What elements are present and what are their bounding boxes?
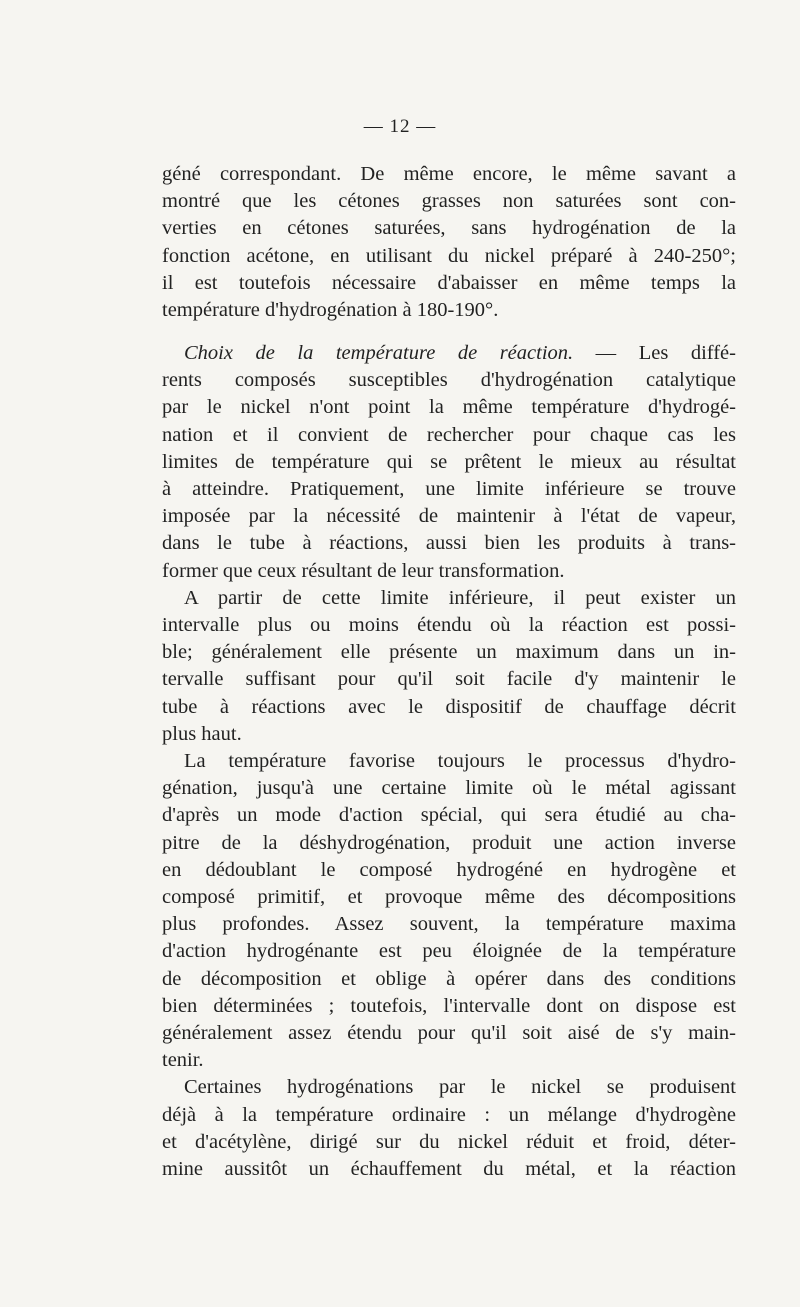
- text-line: pitre de la déshydrogénation, produit une action inverse: [162, 831, 736, 854]
- section-heading: Choix de la température de réaction.: [184, 342, 574, 364]
- text-line: d'après un mode d'action spécial, qui sera étudié au cha-: [162, 804, 736, 827]
- text-line: plus haut.: [162, 722, 242, 745]
- text-line: de décomposition et oblige à opérer dans des conditions: [162, 967, 736, 990]
- paragraph-continuation: [162, 161, 736, 324]
- text-line: tenir.: [162, 1049, 204, 1072]
- text-line: déjà à la température ordinaire : un mélange d'hydrogène: [162, 1103, 736, 1126]
- section-body: [162, 340, 736, 1183]
- text-line: plus profondes. Assez souvent, la température maxima: [162, 913, 736, 936]
- text-line: géné correspondant. De même encore, le même savant a: [162, 163, 736, 185]
- section-heading-continuation: — Les diffé-: [573, 342, 736, 364]
- text-line: ble; généralement elle présente un maximum dans un in-: [162, 641, 736, 664]
- text-line: d'action hydrogénante est peu éloignée de la température: [162, 940, 736, 963]
- text-line: bien déterminées ; toutefois, l'intervalle dont on dispose est: [162, 994, 736, 1017]
- text-line: A partir de cette limite inférieure, il peut exister un: [184, 586, 736, 609]
- section-heading-line: [162, 340, 736, 367]
- text-line: généralement assez étendu pour qu'il soit aisé de s'y main-: [162, 1022, 736, 1045]
- text-line: composé primitif, et provoque même des décompositions: [162, 886, 736, 909]
- text-line: tube à réactions avec le dispositif de chauffage décrit: [162, 695, 736, 718]
- text-line: mine aussitôt un échauffement du métal, et la réaction: [162, 1158, 736, 1181]
- text-line: verties en cétones saturées, sans hydrogénation de la: [162, 217, 736, 240]
- text-line: en dédoublant le composé hydrogéné en hydrogène et: [162, 858, 736, 881]
- text-line: fonction acétone, en utilisant du nickel préparé à 240-250°;: [162, 244, 736, 267]
- text-line: tervalle suffisant pour qu'il soit facile d'y maintenir le: [162, 668, 736, 691]
- text-line: intervalle plus ou moins étendu où la réaction est possi-: [162, 614, 736, 637]
- text-line: limites de température qui se prêtent le mieux au résultat: [162, 450, 736, 473]
- text-line: à atteindre. Pratiquement, une limite inférieure se trouve: [162, 478, 736, 501]
- text-line: montré que les cétones grasses non saturées sont con-: [162, 190, 736, 213]
- text-line: former que ceux résultant de leur transformation.: [162, 559, 565, 582]
- text-line: génation, jusqu'à une certaine limite où le métal agissant: [162, 777, 736, 800]
- text-line: La température favorise toujours le processus d'hydro-: [184, 750, 736, 773]
- text-line: par le nickel n'ont point la même température d'hydrogé-: [162, 396, 736, 419]
- text-line: rents composés susceptibles d'hydrogénation catalytique: [162, 369, 736, 392]
- text-line: nation et il convient de rechercher pour chaque cas les: [162, 423, 736, 446]
- text-line: dans le tube à réactions, aussi bien les produits à trans-: [162, 532, 736, 555]
- text-line: imposée par la nécessité de maintenir à l'état de vapeur,: [162, 505, 736, 528]
- text-line: température d'hydrogénation à 180-190°.: [162, 299, 499, 322]
- text-line: il est toutefois nécessaire d'abaisser en même temps la: [162, 271, 736, 294]
- text-line: et d'acétylène, dirigé sur du nickel réduit et froid, déter-: [162, 1130, 736, 1153]
- text-line: Certaines hydrogénations par le nickel se produisent: [184, 1076, 736, 1099]
- page-number: — 12 —: [363, 116, 437, 137]
